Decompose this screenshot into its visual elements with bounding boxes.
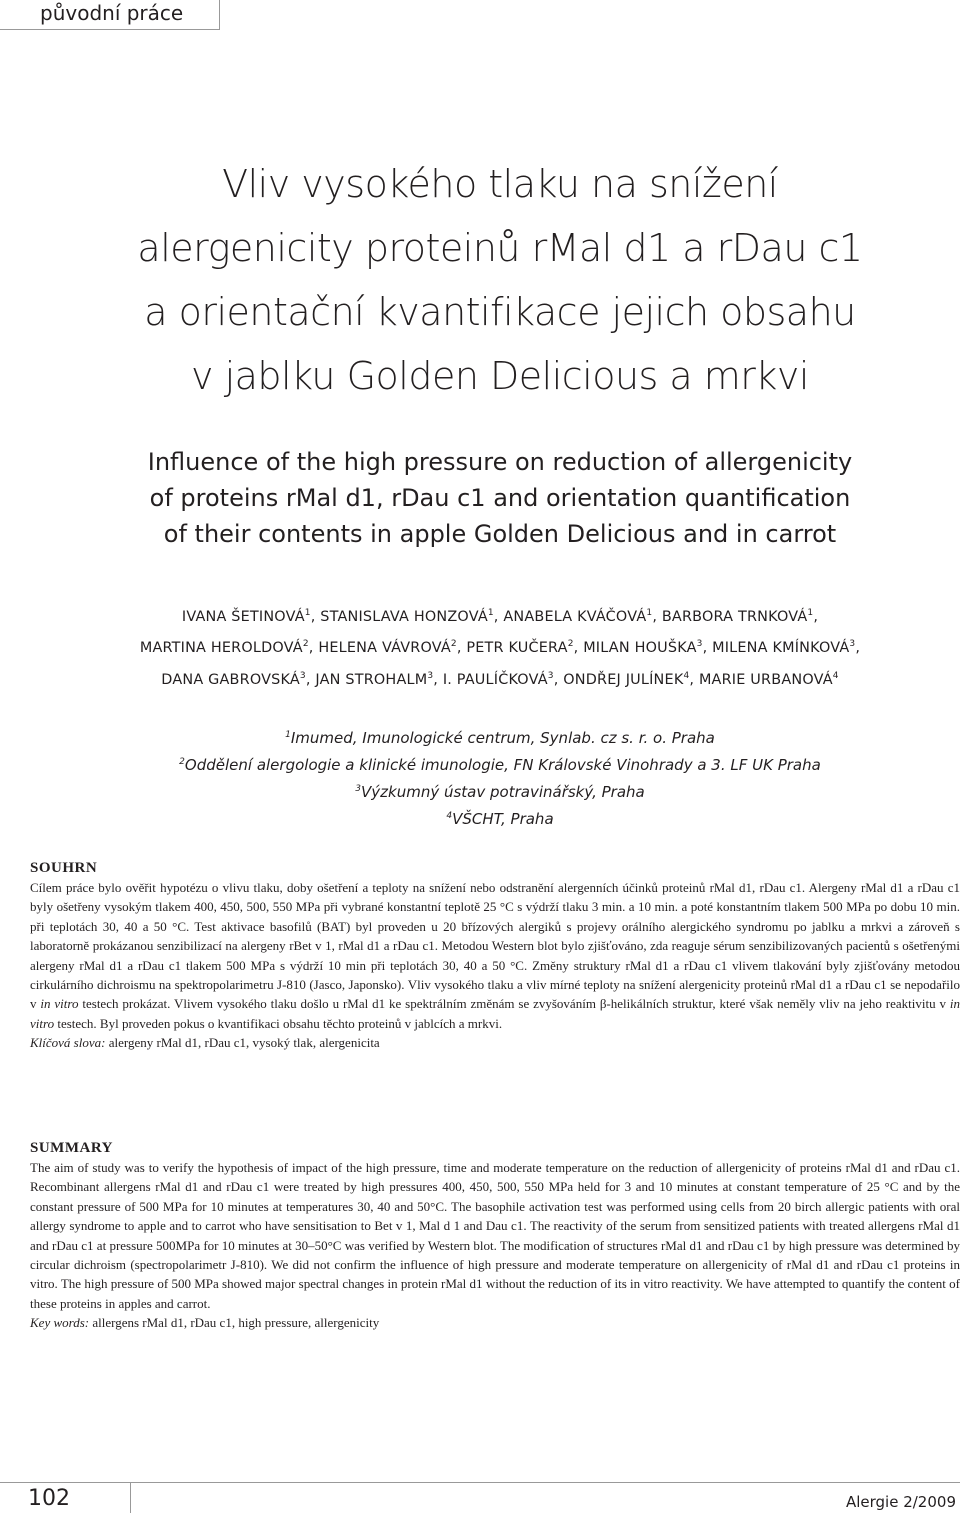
- author-list: [40, 600, 960, 694]
- abstract-italic-term: in vitro: [40, 996, 79, 1012]
- affiliation-text: VŠCHT, Praha: [452, 810, 554, 828]
- affiliation-mark: 1: [285, 730, 291, 740]
- english-abstract-heading: SUMMARY: [30, 1140, 113, 1156]
- author-name: , HELENA VÁVROVÁ: [308, 640, 451, 657]
- czech-keywords: [30, 1033, 960, 1052]
- affiliation: [40, 777, 960, 804]
- footer-divider: [130, 1483, 131, 1513]
- author-name: , PETR KUČERA: [456, 640, 568, 657]
- czech-title-line: v jablku Golden Delicious a mrkvi: [191, 354, 809, 398]
- author-affiliation-mark: 1: [646, 608, 653, 618]
- affiliation-mark: 3: [355, 784, 361, 794]
- abstract-text: Cílem práce bylo ověřit hypotézu o vlivu tlaku, doby ošetření a teploty na snížení nebo odstranění alergenních účinků proteinů rMal d1, rDau c1. Alergeny rMal d1 a rDau c1 byly ošetřeny vysokým tlakem 400, 450, 500, 550 MPa při vybrané konstantní teplotě 25 °C s výdrží tlaku 3 min. a 10 min. a poté konstantním tlakem 500 MPa po dobu 10 min. při teplotách 30, 40 a 50 °C. Test aktivace basofilů (BAT) byl proveden u 20 břízových alergiků s projevy orálního alergického syndromu po jablku a mrkvi a zároveň s laboratorně prokázanou senzibilizací na alergeny rBet v 1, rMal d1 a rDau c1. Metodou Western blot bylo zjišťováno, zda reaguje sérum senzibilizovaných pacientů s ošetřenými alergeny rMal d1 a rDau c1 tlakem 500 MPa s výdrží 10 min při teplotách 30, 40 a 50 °C. Změny struktury rMal d1 a rDau c1 vlivem tlakování byly zjišťovány metodou cirkulárního dichroismu na spektropolarimetru J-810 (Jasco, Japonsko). Vliv vysokého tlaku a vliv mírné teploty na snížení alergenicity proteinů rMal d1 a rDau c1 se nepodařilo v: [30, 880, 960, 1012]
- author-separator: ,: [855, 640, 861, 657]
- journal-issue: Alergie 2/2009: [845, 1493, 956, 1511]
- author-affiliation-mark: 2: [302, 639, 309, 650]
- czech-title-line: a orientační kvantifikace jejich obsahu: [144, 290, 856, 334]
- page-footer: [0, 1482, 960, 1513]
- czech-abstract: [30, 858, 960, 1053]
- author-affiliation-mark: 4: [683, 670, 690, 681]
- affiliation-mark: 4: [446, 811, 453, 821]
- affiliation-list: [40, 723, 960, 831]
- author-affiliation-mark: 3: [547, 670, 554, 681]
- english-title: [40, 444, 960, 552]
- author-name: , ANABELA KVÁČOVÁ: [493, 608, 647, 625]
- author-name: , BARBORA TRNKOVÁ: [652, 608, 808, 625]
- author-line: [40, 600, 960, 631]
- author-affiliation-mark: 2: [567, 639, 574, 650]
- affiliation: [40, 723, 960, 750]
- author-name: , JAN STROHALM: [305, 671, 428, 688]
- affiliation: [40, 804, 960, 831]
- english-abstract: [30, 1138, 960, 1333]
- czech-title: [40, 152, 960, 408]
- czech-abstract-heading: SOUHRN: [30, 860, 98, 876]
- affiliation-text: Imumed, Imunologické centrum, Synlab. cz s. r. o. Praha: [290, 729, 715, 747]
- author-name: , MILAN HOUŠKA: [573, 640, 697, 657]
- page-number: 102: [28, 1486, 70, 1511]
- author-line: [40, 631, 960, 662]
- author-affiliation-mark: 3: [427, 670, 434, 681]
- author-name: , MARIE URBANOVÁ: [689, 671, 833, 688]
- author-affiliation-mark: 1: [807, 608, 814, 618]
- affiliation-mark: 2: [179, 757, 185, 767]
- abstract-text: testech prokázat. Vlivem vysokého tlaku došlo u rMal d1 ke spektrálním změnám se zvyšováním β-helikálních struktur, které však neměly vliv na jeho reaktivitu v: [78, 996, 950, 1012]
- abstract-italic-term: in vitro: [30, 996, 960, 1031]
- keywords-text: allergens rMal d1, rDau c1, high pressure, allergenicity: [89, 1315, 380, 1331]
- author-affiliation-mark: 1: [487, 608, 494, 618]
- czech-title-line: Vliv vysokého tlaku na snížení: [222, 162, 778, 206]
- author-affiliation-mark: 3: [849, 639, 856, 650]
- abstract-text: testech. Byl proveden pokus o kvantifikaci obsahu těchto proteinů v jablcích a mrkvi.: [54, 1015, 503, 1031]
- affiliation-text: Oddělení alergologie a klinické imunologie, FN Královské Vinohrady a 3. LF UK Praha: [184, 756, 821, 774]
- author-affiliation-mark: 3: [696, 639, 703, 650]
- author-affiliation-mark: 4: [832, 670, 839, 681]
- czech-title-line: alergenicity proteinů rMal d1 a rDau c1: [137, 226, 863, 270]
- author-name: , ONDŘEJ JULÍNEK: [553, 671, 684, 688]
- author-name: MARTINA HEROLDOVÁ: [139, 640, 303, 657]
- author-line: [40, 663, 960, 694]
- english-title-line: of their contents in apple Golden Delicious and in carrot: [163, 520, 837, 548]
- english-title-line: Influence of the high pressure on reduction of allergenicity: [147, 448, 853, 476]
- affiliation-text: Výzkumný ústav potravinářský, Praha: [361, 783, 645, 801]
- author-name: IVANA ŠETINOVÁ: [181, 608, 305, 625]
- author-name: , MILENA KMÍNKOVÁ: [702, 640, 850, 657]
- author-affiliation-mark: 2: [450, 639, 457, 650]
- english-abstract-body: The aim of study was to verify the hypothesis of impact of the high pressure, time and moderate temperature on the reduction of allergenicity of proteins rMal d1 and rDau c1. Recombinant allergens rMal d1 and rDau c1 were treated by high pressures 400, 450, 500, 550 MPa held for 3 and 10 minutes at constant temperature of 25 °C and by the constant pressure of 500 MPa for 10 minutes at temperatures 30, 40 and 50°C. The basophile activation test was performed using cells from 20 birch allergic patients with oral allergy syndrome to apple and to carrot who have sensitisation to Bet v 1, Mal d 1 and Dau c1. The reactivity of the serum from sensitized patients with treated allergens rMal d1 and rDau c1 at pressure 500MPa for 10 minutes at 30–50°C was verified by Western blot. The modification of structures rMal d1 and rDau c1 by high pressure was determined by circular dichroism (spectropolarimetr J-810). We did not confirm the influence of high pressure and moderate temperature on allergenicity of rMal d1 and rDau c1 proteins in vitro. The high pressure of 500 MPa showed major spectral changes in protein rMal d1 without the reduction of its in vitro reactivity. We have attempted to quantify the content of these proteins in apples and carrot.: [30, 1160, 960, 1311]
- author-affiliation-mark: 1: [304, 608, 311, 618]
- keywords-label: Klíčová slova:: [30, 1035, 106, 1051]
- author-name: , STANISLAVA HONZOVÁ: [310, 608, 488, 625]
- english-keywords: [30, 1313, 960, 1332]
- czech-abstract-body: [30, 878, 960, 1033]
- keywords-label: Key words:: [30, 1315, 90, 1331]
- author-name: , I. PAULÍČKOVÁ: [433, 671, 548, 688]
- affiliation: [40, 750, 960, 777]
- keywords-text: alergeny rMal d1, rDau c1, vysoký tlak, alergenicita: [105, 1035, 380, 1051]
- author-name: DANA GABROVSKÁ: [161, 671, 300, 688]
- author-affiliation-mark: 3: [299, 670, 306, 681]
- english-title-line: of proteins rMal d1, rDau c1 and orientation quantification: [149, 484, 851, 512]
- author-separator: ,: [813, 608, 819, 625]
- section-label: původní práce: [0, 0, 220, 30]
